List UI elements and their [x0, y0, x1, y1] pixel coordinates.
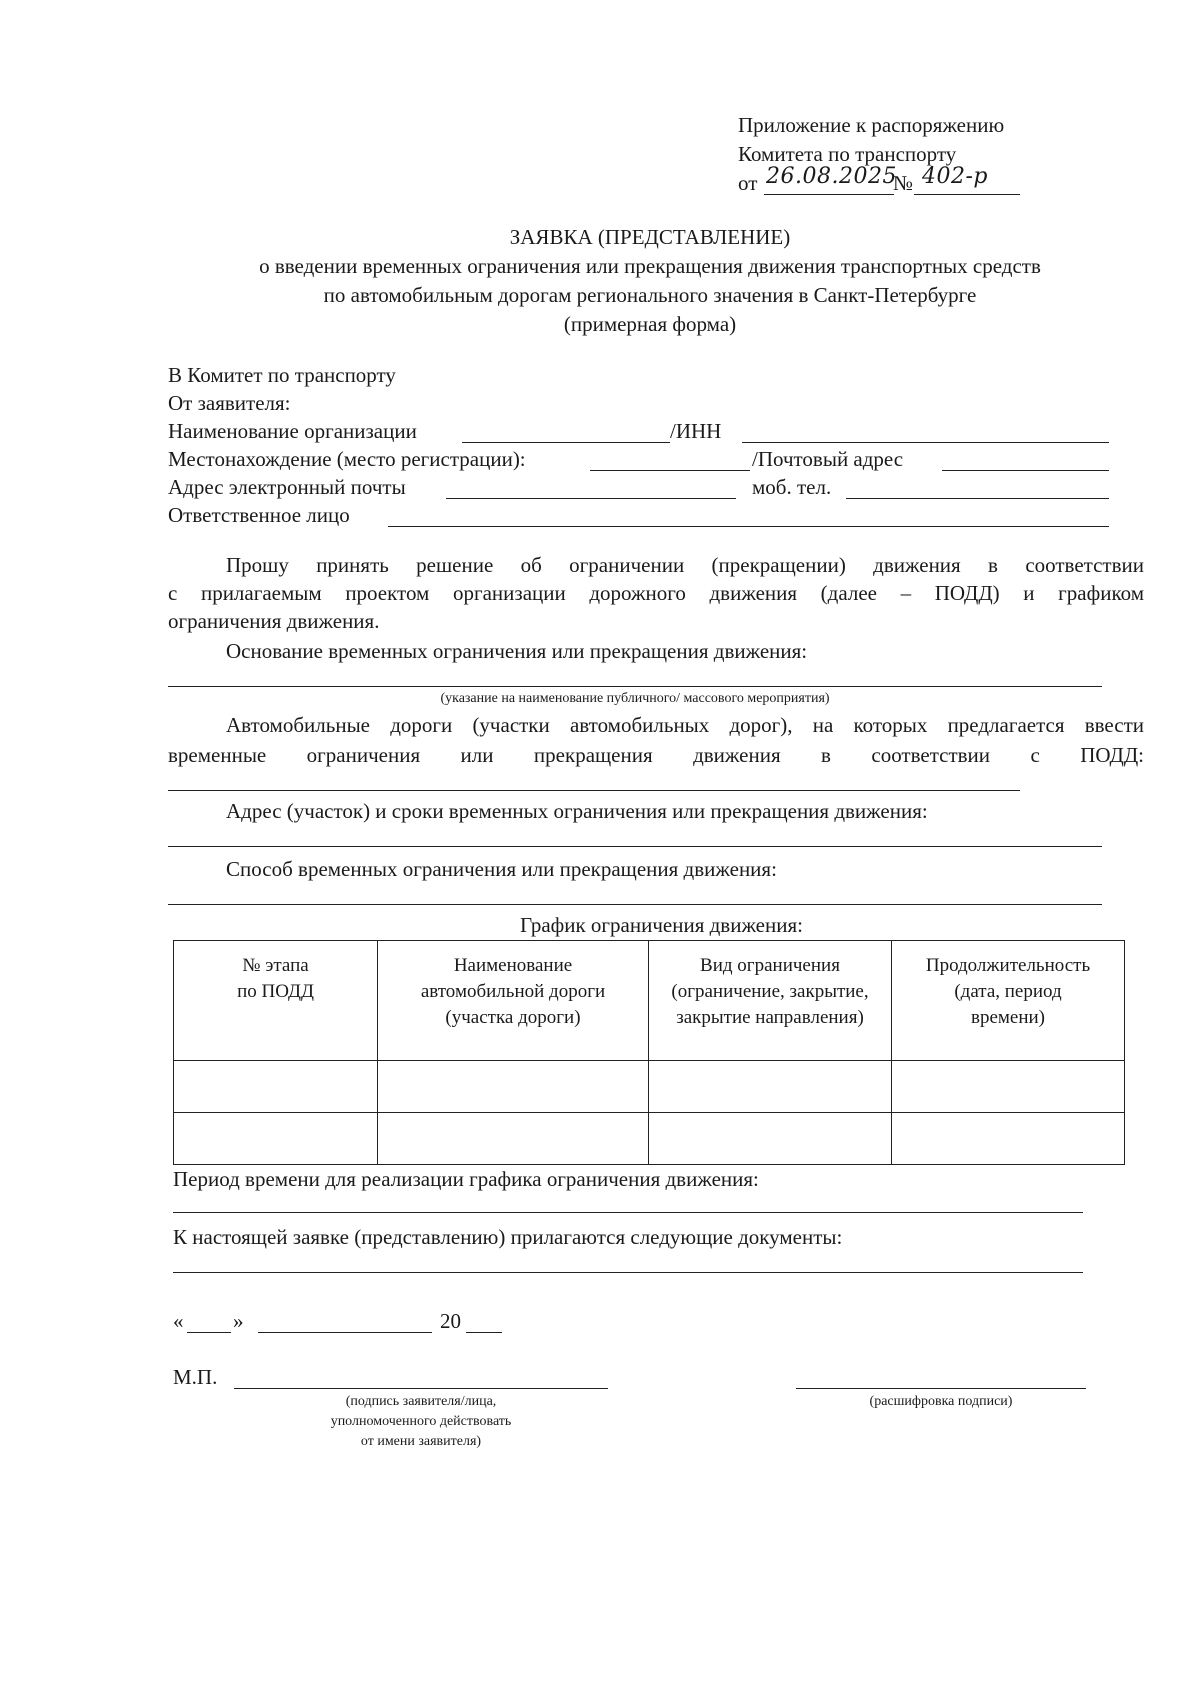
number-sign: № — [893, 171, 914, 195]
period-field[interactable] — [173, 1212, 1083, 1213]
appendix-line-1: Приложение к распоряжению — [738, 113, 1005, 137]
schedule-col-duration: Продолжительность (дата, период времени) — [892, 941, 1125, 1061]
form-subtitle-1: о введении временных ограничения или прекращения движения транспортных средств — [259, 254, 1041, 278]
basis-label: Основание временных ограничения или прекращения движения: — [226, 639, 808, 663]
responsible-label: Ответственное лицо — [168, 503, 350, 527]
request-line-3: ограничения движения. — [168, 609, 380, 633]
period-label: Период времени для реализации графика ограничения движения: — [173, 1167, 759, 1191]
date-month-field[interactable] — [258, 1332, 432, 1333]
roads-field[interactable] — [168, 790, 1020, 791]
attachments-label: К настоящей заявке (представлению) прилагаются следующие документы: — [173, 1225, 843, 1249]
mobile-label: моб. тел. — [752, 475, 832, 499]
signature-decode-hint: (расшифровка подписи) — [869, 1394, 1013, 1409]
signature-hint-1: (подпись заявителя/лица, — [345, 1394, 497, 1409]
number-underline — [914, 194, 1020, 195]
inn-field[interactable] — [742, 442, 1109, 443]
handwritten-number: 402-р — [922, 164, 989, 189]
inn-label: /ИНН — [670, 419, 722, 443]
date-day-field[interactable] — [187, 1332, 231, 1333]
table-cell[interactable] — [649, 1061, 892, 1113]
date-underline — [764, 194, 894, 195]
date-year-prefix: 20 — [440, 1309, 461, 1333]
method-field[interactable] — [168, 904, 1102, 905]
date-quote-open: « — [173, 1309, 184, 1333]
signature-field[interactable] — [234, 1388, 608, 1389]
request-line-1: Прошу принять решение об ограничении (прекращении) движения в соответствии — [226, 553, 1144, 577]
date-quote-close: » — [233, 1309, 244, 1333]
table-cell[interactable] — [649, 1113, 892, 1165]
applicant-label: От заявителя: — [168, 391, 291, 415]
form-subtitle-2: по автомобильным дорогам регионального значения в Санкт-Петербурге — [323, 283, 977, 307]
location-field[interactable] — [590, 470, 750, 471]
table-cell[interactable] — [378, 1113, 649, 1165]
email-field[interactable] — [446, 498, 736, 499]
handwritten-date: 26.08.2025 — [766, 164, 897, 189]
request-line-2: с прилагаемым проектом организации дорожного движения (далее – ПОДД) и графиком — [168, 581, 1144, 605]
roads-line-2: временные ограничения или прекращения движения в соответствии с ПОДД: — [168, 743, 1144, 767]
date-year-field[interactable] — [466, 1332, 502, 1333]
roads-line-1: Автомобильные дороги (участки автомобильных дорог), на которых предлагается ввести — [226, 713, 1144, 737]
basis-field[interactable] — [168, 686, 1102, 687]
table-cell[interactable] — [892, 1061, 1125, 1113]
table-row — [174, 1061, 1125, 1113]
signature-decode-field[interactable] — [796, 1388, 1086, 1389]
form-title: ЗАЯВКА (ПРЕДСТАВЛЕНИЕ) — [509, 225, 791, 249]
method-label: Способ временных ограничения или прекращения движения: — [226, 857, 777, 881]
postal-field[interactable] — [942, 470, 1109, 471]
appendix-line-2: Комитета по транспорту — [738, 142, 957, 166]
org-name-label: Наименование организации — [168, 419, 417, 443]
appendix-from-label: от — [738, 171, 758, 195]
schedule-caption: График ограничения движения: — [520, 913, 803, 937]
signature-hint-3: от имени заявителя) — [360, 1434, 482, 1449]
responsible-field[interactable] — [388, 526, 1109, 527]
table-row — [174, 1113, 1125, 1165]
recipient-line: В Комитет по транспорту — [168, 363, 396, 387]
org-name-field[interactable] — [462, 442, 670, 443]
schedule-col-stage: № этапа по ПОДД — [174, 941, 378, 1061]
mobile-field[interactable] — [846, 498, 1109, 499]
signature-hint-2: уполномоченного действовать — [330, 1414, 512, 1429]
table-cell[interactable] — [174, 1113, 378, 1165]
table-cell[interactable] — [892, 1113, 1125, 1165]
location-label: Местонахождение (место регистрации): — [168, 447, 526, 471]
schedule-col-type: Вид ограничения (ограничение, закрытие, закрытие направления) — [649, 941, 892, 1061]
address-label: Адрес (участок) и сроки временных ограничения или прекращения движения: — [226, 799, 928, 823]
schedule-header-row — [174, 941, 1125, 1061]
basis-hint: (указание на наименование публичного/ массового мероприятия) — [440, 691, 830, 706]
attachments-field[interactable] — [173, 1272, 1083, 1273]
email-label: Адрес электронный почты — [168, 475, 406, 499]
schedule-col-road: Наименование автомобильной дороги (участка дороги) — [378, 941, 649, 1061]
schedule-table — [173, 940, 1125, 1165]
form-subtitle-3: (примерная форма) — [563, 312, 737, 336]
address-field[interactable] — [168, 846, 1102, 847]
postal-label: /Почтовый адрес — [752, 447, 904, 471]
table-cell[interactable] — [174, 1061, 378, 1113]
table-cell[interactable] — [378, 1061, 649, 1113]
stamp-label: М.П. — [173, 1365, 218, 1389]
